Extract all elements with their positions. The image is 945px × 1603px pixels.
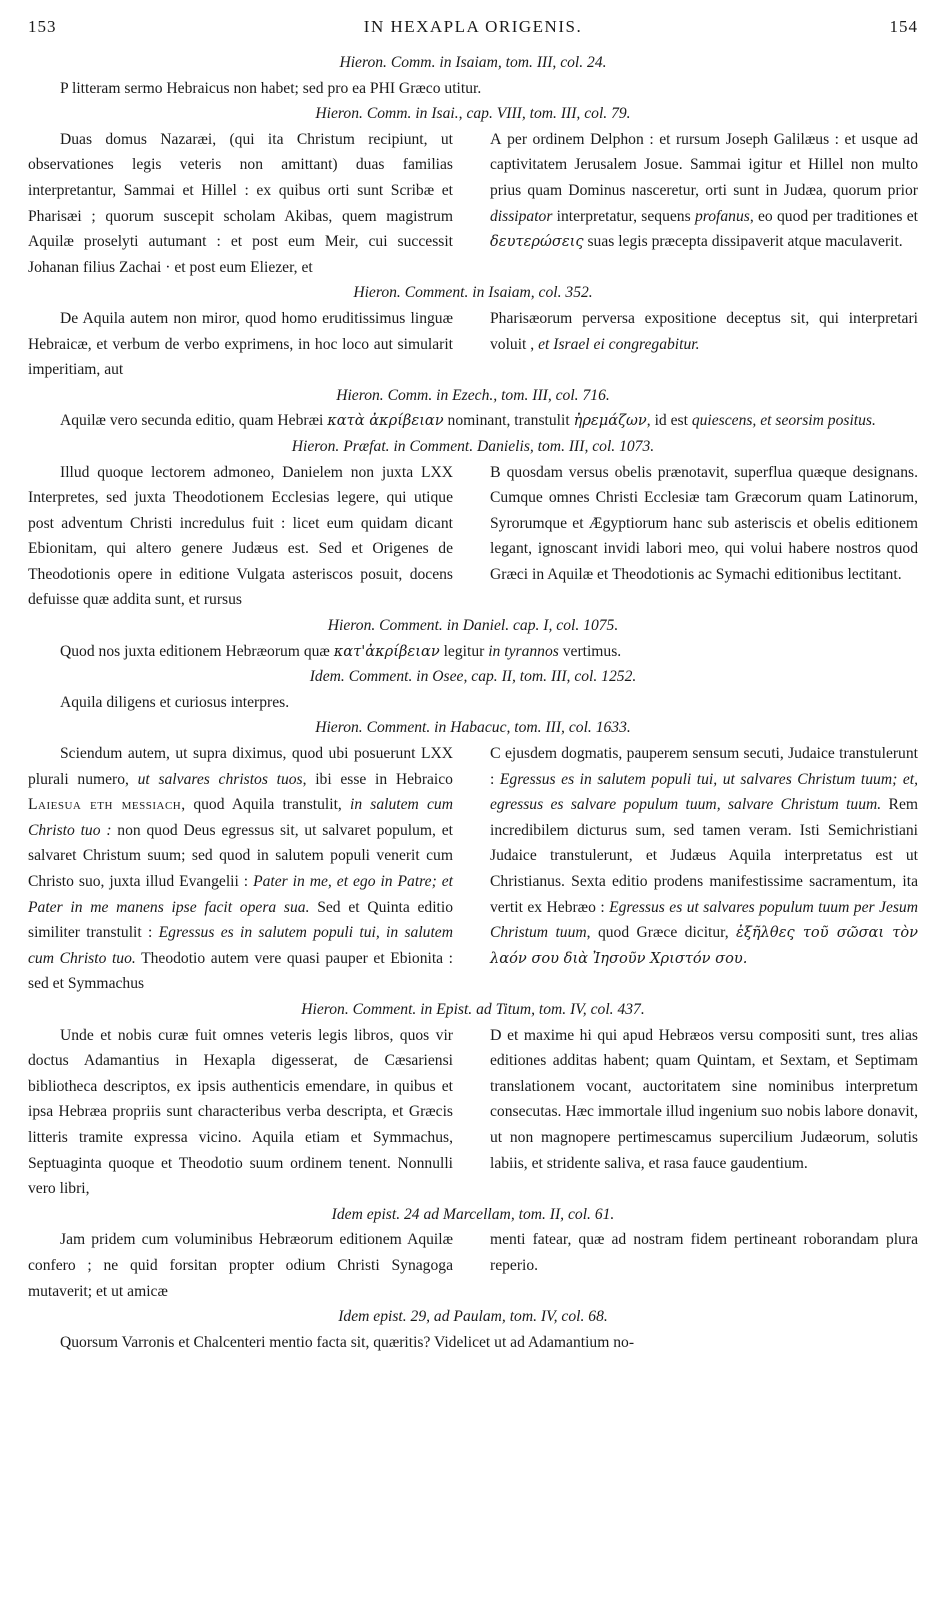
citation-heading: Hieron. Comment. in Isaiam, col. 352. (353, 284, 593, 302)
citation-heading: Idem epist. 24 ad Marcellam, tom. II, col. 61. (331, 1205, 615, 1223)
two-column-block (28, 460, 918, 614)
citation-heading: Hieron. Præfat. in Comment. Danielis, tom. III, col. 1073. (291, 437, 655, 455)
citation-heading: Idem epist. 29, ad Paulam, tom. IV, col. 68. (338, 1308, 608, 1326)
left-column-text: Sciendum autem, ut supra diximus, quod ubi posuerunt LXX plurali numero, ut salvares christos tuos, ibi esse in Hebraico Laiesua eth messiach, quod Aquila transtulit, in salutem cum Christo tuo : non quod Deus egressus sit, ut salvaret populum, et salvaret Christum suum; sed quod in salutem populi venerit cum Christo suo, juxta illud Evangelii : Pater in me, et ego in Patre; et Pater in me manens ipse facit opera sua. Sed et Quinta editio similiter transtulit : Egressus es in salutem populi tui, in salutem cum Christo tuo. Theodotio autem vere quasi pauper et Ebionita : sed et Symmachus (28, 745, 453, 993)
running-title: IN HEXAPLA ORIGENIS. (363, 17, 583, 36)
left-column-text: Duas domus Nazaræi, (qui ita Christum recipiunt, ut observationes legis veteris non amittant) duas familias interpretantur, Sammai et Hillel : ex quibus orti sunt Scribæ et Pharisæi ; quorum suscepit scholam Akibas, quem magistrum Aquilæ proselyti autumant : et post eum Meir, cui successit Johanan filius Zachai · et post eum Eliezer, et (28, 130, 453, 276)
paragraph: Quod nos juxta editionem Hebræorum quæ κατ'ἀκρίβειαν legitur in tyrannos vertimus. (60, 642, 622, 660)
right-column-text: C ejusdem dogmatis, pauperem sensum secuti, Judaice transtulerunt : Egressus es in salutem populi tui, ut salvares Christum tuum; et, egressus es salvare populum tuum, salvare Christum tuum. Rem incredibilem dicturus sum, sed tamen veram. Isti Semichristiani Judaice transtulerunt, et Judæus Aquila interpretatus est ut Christianus. Sexta editio prodens manifestissime sacramentum, ita vertit ex Hebræo : Egressus es ut salvares populum tuum per Jesum Christum tuum, quod Græce dicitur, ἐξῆλθες τοῦ σῶσαι τὸν λαόν σου διὰ Ἰησοῦν Χριστόν σου. (490, 745, 918, 967)
left-column-text: De Aquila autem non miror, quod homo eruditissimus linguæ Hebraicæ, et verbum de verbo exprimens, in hoc loco aut simularit imperitiam, aut (28, 309, 453, 379)
citation-heading: Hieron. Comm. in Isaiam, tom. III, col. 24. (339, 54, 607, 71)
right-column-text: D et maxime hi qui apud Hebræos versu compositi sunt, tres alias editiones additas habent; quam Quintam, et Sextam, et Septimam translationem vocant, auctoritatem sine nominibus interpretum consecutas. Hæc immortale illud ingenium suo nobis labore donavit, ut non magnopere pertimescamus supercilium Judæorum, solutis labiis, et stridente saliva, et rasa fauce gaudentium. (490, 1026, 919, 1172)
right-column-text: menti fatear, quæ ad nostram fidem pertineant roborandam plura reperio. (490, 1231, 918, 1274)
page (28, 14, 918, 1355)
paragraph: P litteram sermo Hebraicus non habet; sed pro ea PHI Græco utitur. (60, 79, 482, 97)
citation-heading: Hieron. Comm. in Isai., cap. VIII, tom. III, col. 79. (315, 105, 631, 123)
left-column-text: Illud quoque lectorem admoneo, Danielem non juxta LXX Interpretes, sed juxta Theodotionem Ecclesias legere, qui utique post adventum Christi incredulus fuit : licet eum quidam dicant Ebionitam, qui altero genere Judæus est. Sed et Origenes de Theodotionis opere in editione Vulgata asteriscos posuit, docens defuisse quæ addita sunt, et rursus (28, 463, 453, 609)
running-header (28, 14, 918, 50)
citation-heading: Hieron. Comment. in Habacuc, tom. III, col. 1633. (315, 719, 631, 737)
column-marker: B (490, 463, 501, 481)
paragraph: Quorsum Varronis et Chalcenteri mentio facta sit, quæritis? Videlicet ut ad Adamantium no- (60, 1333, 635, 1351)
citation-heading: Hieron. Comm. in Ezech., tom. III, col. 716. (336, 386, 610, 404)
column-marker: D (490, 1026, 502, 1044)
right-column-text: A per ordinem Delphon : et rursum Joseph Galilæus : et usque ad captivitatem Jerusalem Josue. Sammai igitur et Hillel non multo prius quam Dominus nasceretur, orti sunt in Judæa, quorum prior dissipator interpretatur, sequens profanus, eo quod per traditiones et δευτερώσεις suas legis præcepta dissipaverit atque maculaverit. (490, 130, 918, 251)
two-column-block (28, 741, 918, 997)
citation-heading: Hieron. Comment. in Daniel. cap. I, col. 1075. (327, 617, 619, 635)
two-column-block (28, 306, 918, 383)
column-marker: C (490, 745, 501, 763)
left-column-text: Unde et nobis curæ fuit omnes veteris legis libros, quos vir doctus Adamantius in Hexapla digesserat, de Cæsariensi bibliotheca descriptos, ex ipsis authenticis emendare, in quibus et ipsa Hebræa propriis sunt characteribus verba descripta, et Græcis litteris tramite expressa vicino. Aquila etiam et Symmachus, Septuaginta quoque et Theodotio suum ordinem tenent. Nonnulli vero libri, (28, 1026, 453, 1198)
two-column-block (28, 1023, 918, 1202)
citation-heading: Idem. Comment. in Osee, cap. II, tom. III, col. 1252. (309, 668, 637, 686)
paragraph: Aquila diligens et curiosus interpres. (60, 693, 290, 711)
two-column-block (28, 1227, 918, 1304)
paragraph: Aquilæ vero secunda editio, quam Hebræi κατὰ ἀκρίβειαν nominant, transtulit ἠρεμάζων, id est quiescens, et seorsim positus. (60, 412, 876, 430)
page-number-left: 153 (28, 17, 57, 36)
right-column-text: B quosdam versus obelis prænotavit, superflua quæque designans. Cumque omnes Christi Ecclesiæ tam Græcorum quam Latinorum, Syrorumque et Ægyptiorum hanc sub asteriscis et obelis editionem legant, ignoscant invidi labori meo, qui volui habere nostros quod Græci in Aquilæ et Theodotionis ac Symachi editionibus lectitant. (490, 463, 918, 583)
column-marker: A (490, 130, 502, 148)
page-number-right: 154 (889, 17, 918, 36)
left-column-text: Jam pridem cum voluminibus Hebræorum editionem Aquilæ confero ; ne quid forsitan propter odium Christi Synagoga mutaverit; et ut amicæ (28, 1231, 453, 1300)
two-column-block (28, 127, 918, 281)
citation-heading: Hieron. Comment. in Epist. ad Titum, tom. IV, col. 437. (301, 1000, 645, 1018)
right-column-text: Pharisæorum perversa expositione deceptus sit, qui interpretari voluit , et Israel ei congregabitur. (490, 309, 918, 353)
